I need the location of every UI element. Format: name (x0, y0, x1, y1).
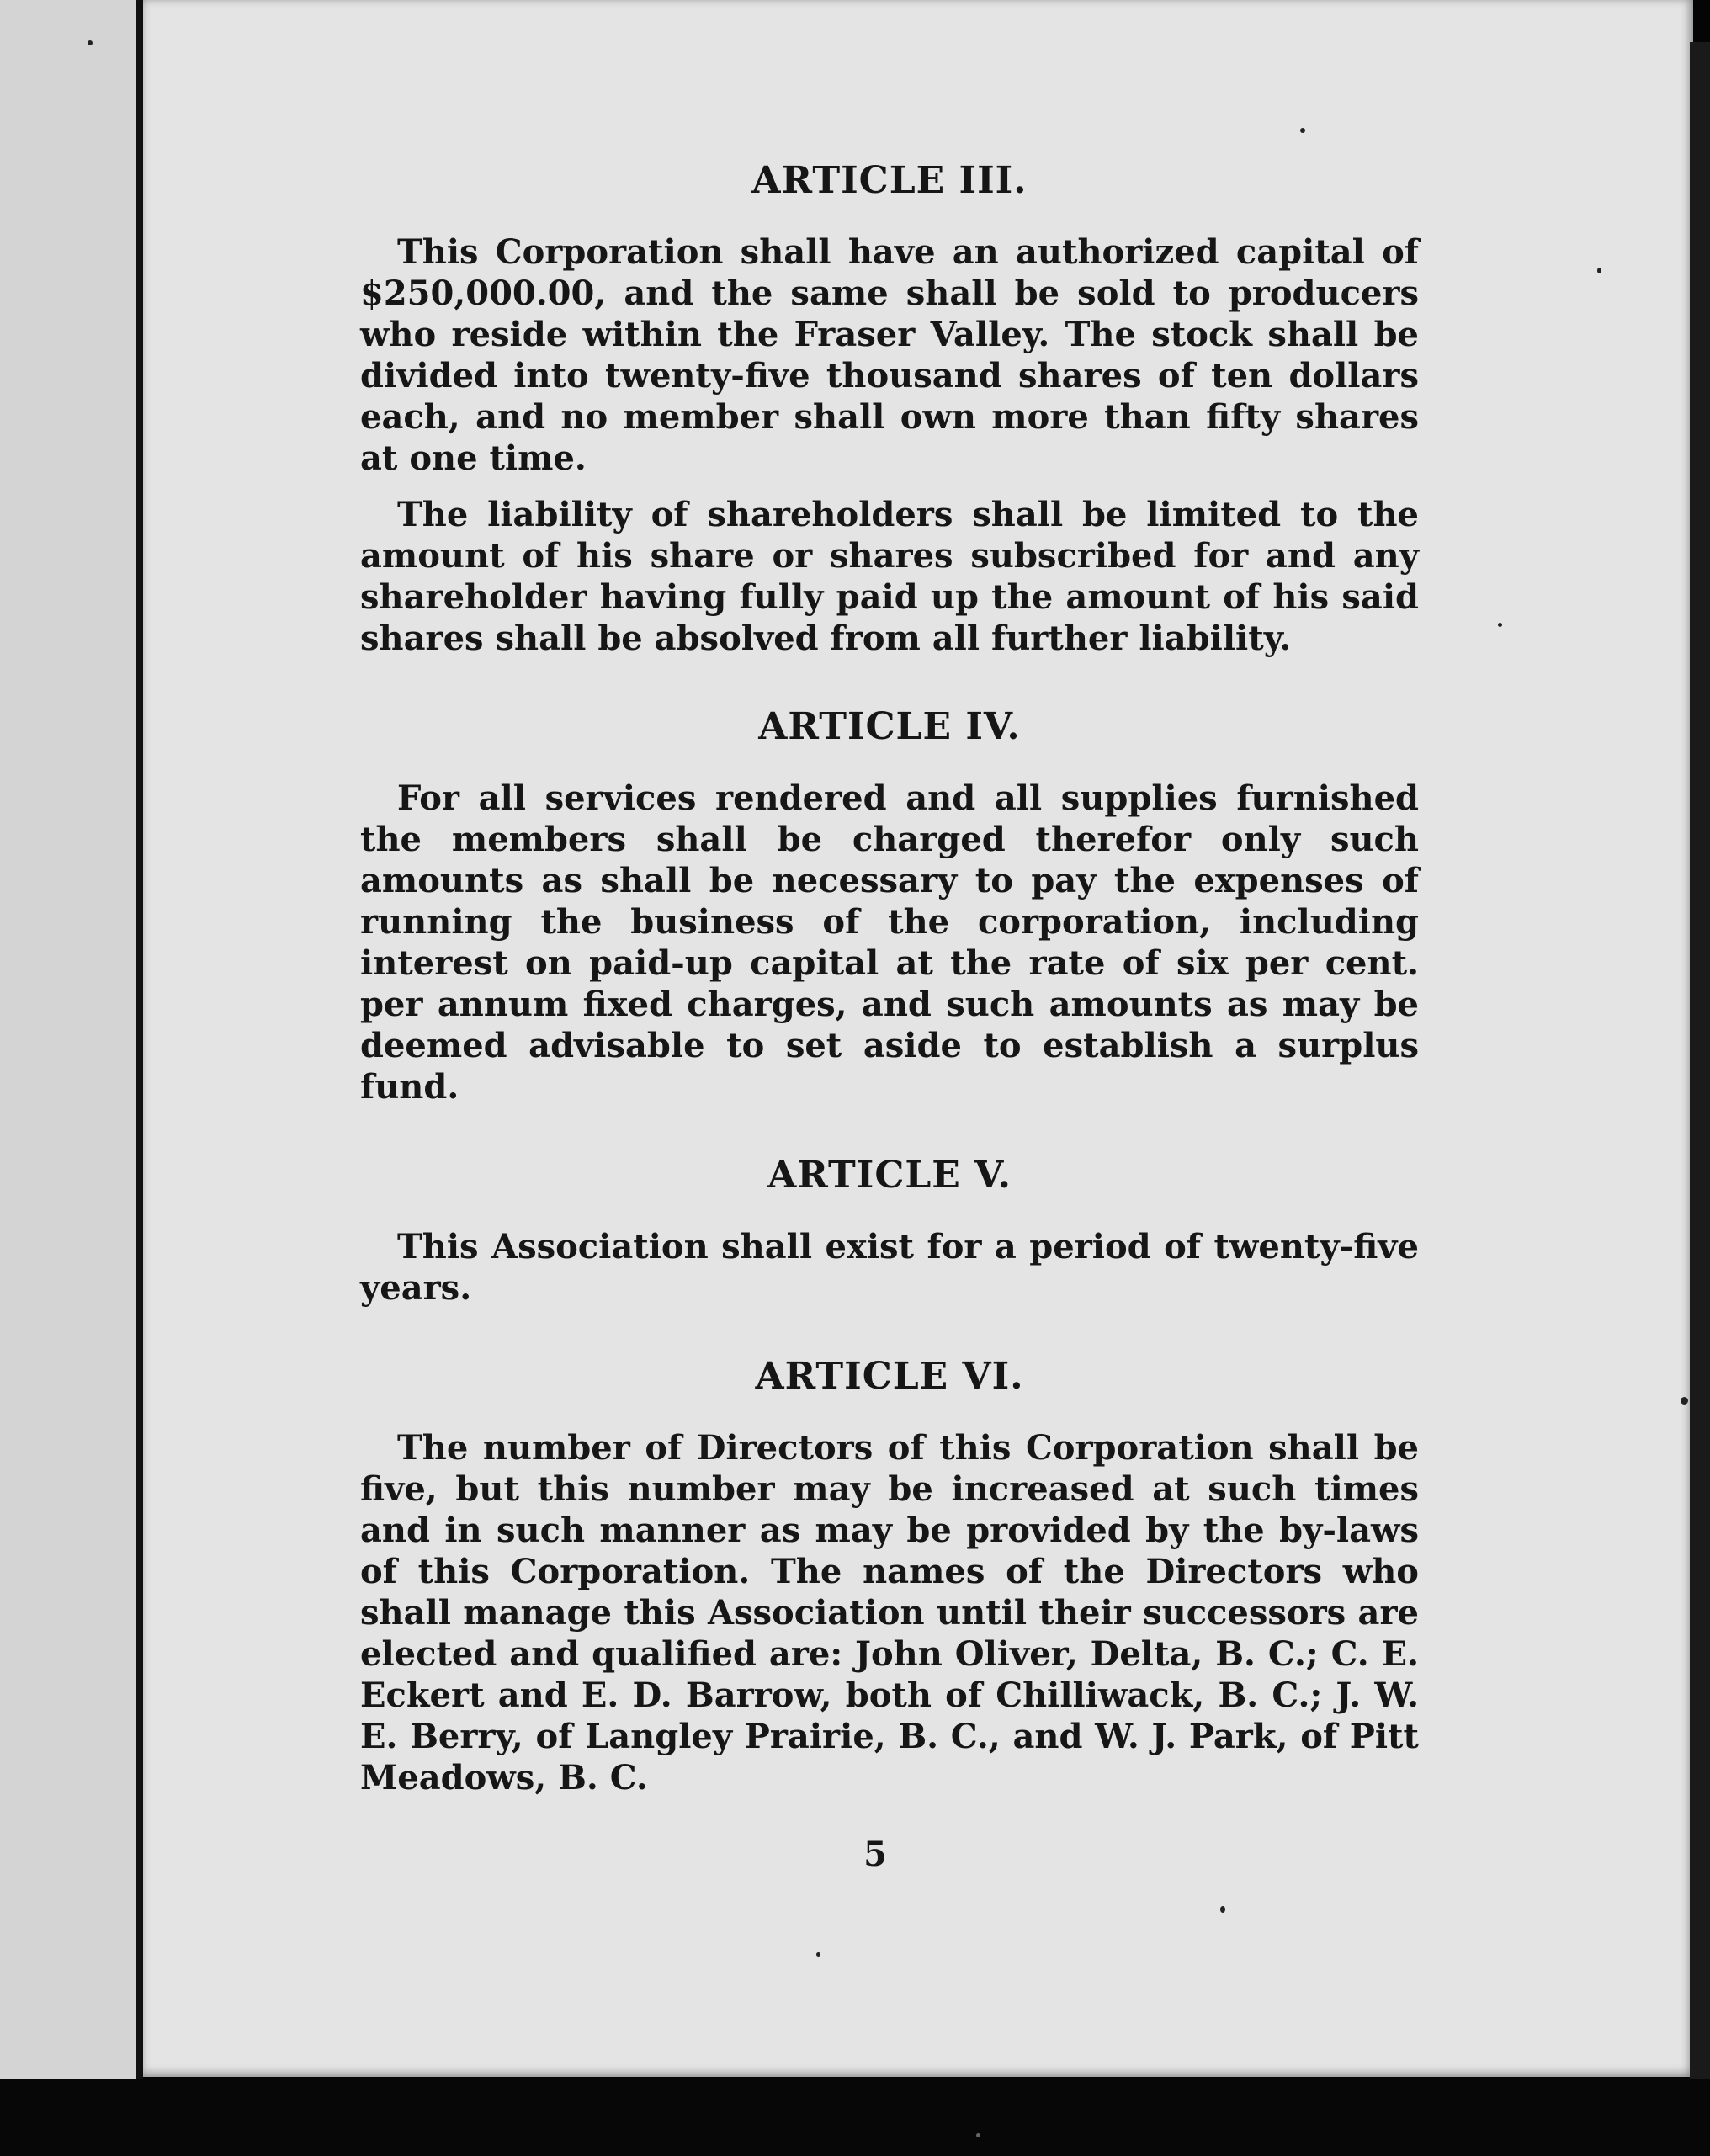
article-paragraph: The number of Directors of this Corporation shall be five, but this number may be increased at such times and in such manner as may be provided by the by-laws of this Corporation. The names of the Directors who shall manage this Association until their successors are elected and qualified are: John Oliver, Delta, B. C.; C. E. Eckert and E. D. Barrow, both of Chilliwack, B. C.; J. W. E. Berry, of Langley Prairie, B. C., and W. J. Park, of Pitt Meadows, B. C. (360, 1428, 1419, 1798)
article-paragraph: This Corporation shall have an authorized capital of $250,000.00, and the same shall be sold to producers who reside within the Fraser Valley. The stock shall be divided into twenty-five thousand shares of ten dollars each, and no member shall own more than fifty shares at one time. (360, 232, 1419, 478)
book-gutter (136, 0, 143, 2079)
article-v (360, 1155, 1419, 1309)
page-number: 5 (863, 1835, 887, 1874)
scan-bottom-border (0, 2079, 1710, 2156)
dust-speck (816, 1952, 820, 1957)
article-heading: ARTICLE V. (767, 1154, 1012, 1197)
article-heading: ARTICLE IV. (758, 705, 1021, 748)
article-paragraph: This Association shall exist for a period of twenty-five years. (360, 1227, 1419, 1308)
right-page-edge (1690, 42, 1710, 2079)
dust-speck (1220, 1906, 1225, 1913)
dust-speck (976, 2133, 980, 2137)
dust-speck (1597, 268, 1601, 273)
dust-speck (1681, 1397, 1688, 1405)
article-vi (360, 1356, 1419, 1798)
dust-speck (88, 40, 93, 45)
dust-speck (1498, 623, 1502, 627)
left-page-edge (0, 0, 136, 2079)
article-iv (360, 706, 1419, 1107)
article-heading: ARTICLE III. (751, 159, 1028, 202)
article-iii (360, 160, 1419, 659)
article-paragraph: For all services rendered and all supplies furnished the members shall be charged therefor only such amounts as shall be necessary to pay the expenses of running the business of the corporation, including interest on paid-up capital at the rate of six per cent. per annum fixed charges, and such amounts as may be deemed advisable to set aside to establish a surplus fund. (360, 778, 1419, 1107)
article-text (360, 160, 1419, 1813)
article-heading: ARTICLE VI. (755, 1355, 1024, 1398)
article-paragraph: The liability of shareholders shall be limited to the amount of his share or shares subscribed for and any shareholder having fully paid up the amount of his said shares shall be absolved from all further liability. (360, 495, 1419, 658)
dust-speck (1300, 128, 1305, 133)
